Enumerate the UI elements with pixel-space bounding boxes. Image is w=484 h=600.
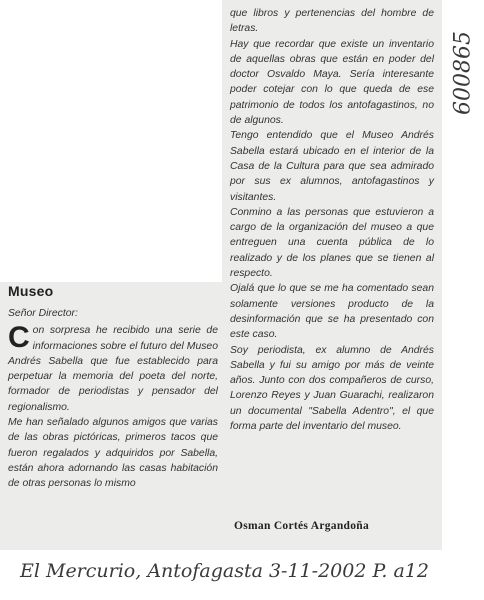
body-paragraph-3: que libros y pertenencias del hombre de letras. [230,8,434,35]
author-signature: Osman Cortés Argandoña [234,520,370,532]
body-paragraph-2: Me han señalado algunos amigos que varias de las obras pictóricas, primeros tacos que fueron regalados y adquiridos por Sabella, están ahora adornando las casas habitación de otras personas lo mismo [8,417,218,490]
salutation: Señor Director: [8,308,78,319]
body-paragraph-5: Tengo entendido que el Museo Andrés Sabella estará ubicado en el interior de la Casa de la Cultura para que sea admirado por sus ex alumnos, antofagastinos y visitantes. [230,130,434,203]
handwritten-source-note: El Mercurio, Antofagasta 3-11-2002 P. a12 [20,560,429,582]
margin-number-text: 600865 [450,31,476,115]
drop-cap: C [8,321,30,355]
body-paragraph-4: Hay que recordar que existe un inventario de aquellas obras que están en poder del doctor Osvaldo Maya. Sería interesante poder cotejar con lo que queda de ese patrimonio de todos los antofagastinos, no de algunos. [230,38,434,127]
body-paragraph-7: Ojalá que lo que se me ha comentado sean solamente versiones producto de la desinformación que se ha presentado con este caso. [230,283,434,341]
body-paragraph-1 [8,323,218,415]
margin-handwritten-number [446,8,480,138]
right-column [230,6,434,434]
body-paragraph-8: Soy periodista, ex alumno de Andrés Sabella y fui su amigo por más de veinte años. Junto con dos compañeros de curso, Lorenzo Reyes y Juan Guarachi, realizaron un documental "Sabella Adentro", el que forma parte del inventario del museo. [230,344,434,433]
article-headline: Museo [8,283,54,299]
left-column [8,283,218,492]
paragraph-text: on sorpresa he recibido una serie de informaciones sobre el futuro del Museo Andrés Sabella que fue establecido para perpetuar la memoria del poeta del norte, formador de periodistas y pensador del regionalismo. [8,325,218,413]
body-paragraph-6: Conmino a las personas que estuvieron a cargo de la organización del museo a que entreguen una cuenta pública de lo realizado y de los planes que se tienen al respecto. [230,206,434,280]
